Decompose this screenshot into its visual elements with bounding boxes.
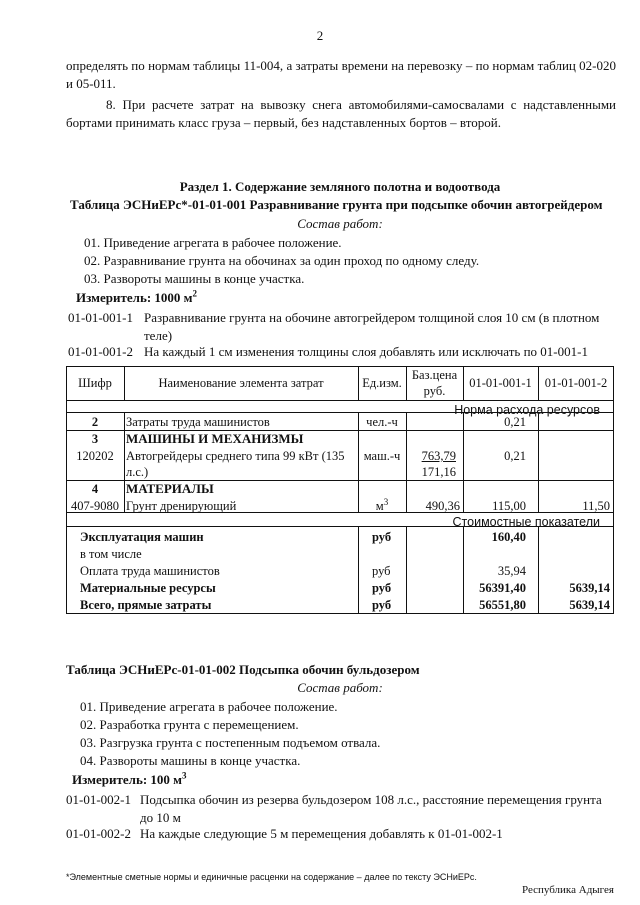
section-heading: Раздел 1. Содержание земляного полотна и водоотвода <box>179 179 501 194</box>
cost-unit: руб <box>372 581 392 595</box>
entry-text: На каждый 1 см изменения толщины слоя добавлять или исключать по 01-001-1 <box>144 344 588 359</box>
row-code: 4 <box>91 482 99 496</box>
row-name: МАШИНЫ И МЕХАНИЗМЫ <box>126 431 304 446</box>
work-item: 04. Развороты машины в конце участка. <box>80 753 301 768</box>
cost-unit: руб <box>372 598 392 612</box>
row-price: 763,79 <box>421 449 456 463</box>
cost-col1: 56391,40 <box>479 581 526 595</box>
row-name: Автогрейдеры среднего типа 99 кВт (135 <box>126 449 345 463</box>
work-item: 02. Разравнивание грунта на обочинах за один проход по одному следу. <box>84 253 480 268</box>
entry-code: 01-01-001-2 <box>68 344 133 359</box>
row-name: МАТЕРИАЛЫ <box>126 481 214 496</box>
row-unit: $м^3$ <box>375 496 389 513</box>
intro-paragraph-1: определять по нормам таблицы 11-004, а затраты времени на перевозку – по нормам таблиц 02-020 и 05-011. <box>66 58 616 91</box>
page-number: 2 <box>316 28 324 43</box>
resource-table <box>66 366 614 614</box>
work-item: 01. Приведение агрегата в рабочее положение. <box>80 699 338 714</box>
cost-unit: руб <box>372 564 391 578</box>
row-name: л.с.) <box>126 465 149 479</box>
row-name: Грунт дренирующий <box>126 499 237 513</box>
entry-text: Подсыпка обочин из резерва бульдозером 108 л.с., расстояние перемещения грунта до 10 м <box>140 792 602 825</box>
cost-unit: руб <box>372 530 392 544</box>
cost-col1: 56551,80 <box>479 598 526 612</box>
table-title-001: Таблица ЭСНиЕРс*-01-01-001 Разравнивание грунта при подсыпке обочин автогрейдером <box>70 197 603 212</box>
row-code: 120202 <box>76 449 114 463</box>
cost-name: Всего, прямые затраты <box>80 598 212 612</box>
work-item: 02. Разработка грунта с перемещением. <box>80 717 299 732</box>
row-col1: 115,00 <box>492 499 526 513</box>
cost-name: в том числе <box>80 547 142 561</box>
cost-col1: 35,94 <box>497 564 526 578</box>
row-col2: 11,50 <box>582 499 610 513</box>
header-name: Наименование элемента затрат <box>158 376 324 390</box>
row-name: Затраты труда машинистов <box>126 415 270 429</box>
row-code: 3 <box>91 432 99 446</box>
cost-name: Материальные ресурсы <box>80 581 216 595</box>
header-price-unit: руб. <box>423 384 446 398</box>
row-unit: маш.-ч <box>363 449 401 463</box>
header-col2: 01-01-001-2 <box>544 376 608 390</box>
row-code: 2 <box>91 415 99 429</box>
table-title-002: Таблица ЭСНиЕРс-01-01-002 Подсыпка обочин бульдозером <box>66 662 420 677</box>
work-heading-001: Состав работ: <box>297 216 383 231</box>
entry-text: Разравнивание грунта на обочине автогрейдером толщиной слоя 10 см (в плотном теле) <box>144 310 600 343</box>
work-item: 03. Развороты машины в конце участка. <box>84 271 305 286</box>
header-unit: Ед.изм. <box>362 376 402 390</box>
row-unit: чел.-ч <box>366 415 398 429</box>
row-col1: 0,21 <box>504 449 526 463</box>
header-code: Шифр <box>78 376 112 390</box>
cost-label: Стоимостные показатели <box>452 515 600 529</box>
cost-col1: 160,40 <box>491 530 526 544</box>
cost-col2: 5639,14 <box>569 598 610 612</box>
row-price: 171,16 <box>421 465 456 479</box>
work-item: 03. Разгрузка грунта с постепенным подъемом отвала. <box>80 735 381 750</box>
meter-002: Измеритель: 100 $м^3$ <box>72 770 187 787</box>
cost-name: Оплата труда машинистов <box>80 564 220 578</box>
entry-code: 01-01-001-1 <box>68 310 133 325</box>
row-price: 490,36 <box>425 499 460 513</box>
meter-001: Измеритель: 1000 $м^2$ <box>76 288 198 305</box>
row-code: 407-9080 <box>71 499 119 513</box>
entry-code: 01-01-002-2 <box>66 826 131 841</box>
footnote: *Элементные сметные нормы и единичные расценки на содержание – далее по тексту ЭСНиЕРс. <box>66 872 477 882</box>
cost-col2: 5639,14 <box>569 581 610 595</box>
intro-paragraph-2: 8. При расчете затрат на вывозку снега автомобилями-самосвалами с надставленными бортами принимать класс груза – первый, без надставленных бортов – второй. <box>66 97 616 130</box>
work-item: 01. Приведение агрегата в рабочее положение. <box>84 235 342 250</box>
header-col1: 01-01-001-1 <box>469 376 532 390</box>
cost-name: Эксплуатация машин <box>80 530 204 544</box>
norm-label: Норма расхода ресурсов <box>454 403 600 417</box>
header-price: Баз.цена <box>411 368 458 382</box>
entry-text: На каждые следующие 5 м перемещения добавлять к 01-01-002-1 <box>140 826 503 841</box>
row-col1: 0,21 <box>504 415 526 429</box>
work-heading-002: Состав работ: <box>297 680 383 695</box>
region-label: Республика Адыгея <box>521 884 614 896</box>
entry-code: 01-01-002-1 <box>66 792 131 807</box>
